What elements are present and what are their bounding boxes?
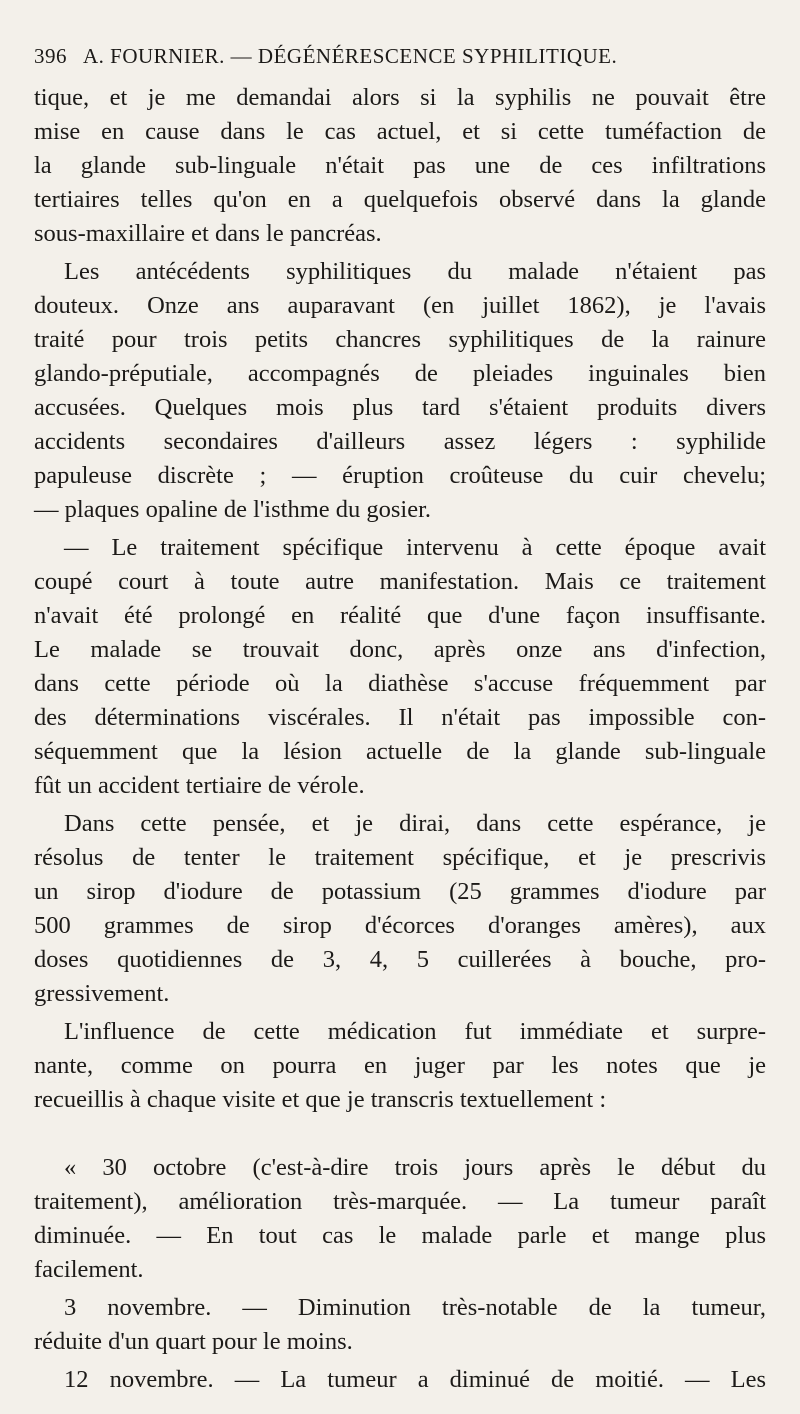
paragraph (34, 1015, 766, 1117)
text-line: 500 grammes de sirop d'écorces d'oranges amères), aux (34, 912, 766, 939)
running-title: A. FOURNIER. — DÉGÉNÉRESCENCE SYPHILITIQUE. (83, 44, 618, 68)
text-line: glando-préputiale, accompagnés de pleiades inguinales bien (34, 360, 766, 387)
text-line: Le malade se trouvait donc, après onze ans d'infection, (34, 636, 766, 663)
paragraph (34, 531, 766, 803)
text-line: 3 novembre. — Diminution très-notable de la tumeur, (64, 1294, 766, 1321)
text-line: accidents secondaires d'ailleurs assez légers : syphilide (34, 428, 766, 455)
body-text (34, 81, 766, 1397)
text-line: recueillis à chaque visite et que je transcris textuellement : (34, 1086, 607, 1113)
paragraph (34, 1363, 766, 1397)
text-line: accusées. Quelques mois plus tard s'étaient produits divers (34, 394, 766, 421)
text-line: fût un accident tertiaire de vérole. (34, 772, 365, 799)
running-header (34, 44, 766, 69)
text-line: papuleuse discrète ; — éruption croûteuse du cuir chevelu; (34, 462, 766, 489)
text-line: mise en cause dans le cas actuel, et si cette tuméfaction de (34, 118, 766, 145)
text-line: traité pour trois petits chancres syphilitiques de la rainure (34, 326, 766, 353)
text-line: facilement. (34, 1256, 144, 1283)
text-line: Dans cette pensée, et je dirai, dans cette espérance, je (64, 810, 766, 837)
text-line: diminuée. — En tout cas le malade parle et mange plus (34, 1222, 766, 1249)
text-line: « 30 octobre (c'est-à-dire trois jours après le début du (64, 1154, 766, 1181)
text-line: doses quotidiennes de 3, 4, 5 cuillerées à bouche, pro- (34, 946, 766, 973)
text-line: réduite d'un quart pour le moins. (34, 1328, 353, 1355)
paragraph (34, 807, 766, 1011)
text-line: tertiaires telles qu'on en a quelquefois observé dans la glande (34, 186, 766, 213)
page-number: 396 (34, 44, 67, 68)
text-line: — plaques opaline de l'isthme du gosier. (34, 496, 432, 523)
text-line: un sirop d'iodure de potassium (25 grammes d'iodure par (34, 878, 766, 905)
text-line: sous-maxillaire et dans le pancréas. (34, 220, 382, 247)
text-line: coupé court à toute autre manifestation. Mais ce traitement (34, 568, 766, 595)
text-line: tique, et je me demandai alors si la syphilis ne pouvait être (34, 84, 766, 111)
paragraph (34, 1151, 766, 1287)
text-line: 12 novembre. — La tumeur a diminué de moitié. — Les (64, 1366, 766, 1393)
text-line: — Le traitement spécifique intervenu à cette époque avait (64, 534, 766, 561)
text-line: résolus de tenter le traitement spécifique, et je prescrivis (34, 844, 766, 871)
text-line: gressivement. (34, 980, 170, 1007)
text-line: L'influence de cette médication fut immédiate et surpre- (64, 1018, 766, 1045)
text-line: traitement), amélioration très-marquée. — La tumeur paraît (34, 1188, 766, 1215)
text-line: des déterminations viscérales. Il n'était pas impossible con- (34, 704, 766, 731)
paragraph (34, 81, 766, 251)
paragraph (34, 1291, 766, 1359)
text-line: n'avait été prolongé en réalité que d'une façon insuffisante. (34, 602, 766, 629)
text-line: Les antécédents syphilitiques du malade n'étaient pas (64, 258, 766, 285)
text-line: nante, comme on pourra en juger par les notes que je (34, 1052, 766, 1079)
text-line: dans cette période où la diathèse s'accuse fréquemment par (34, 670, 766, 697)
text-line: la glande sub-linguale n'était pas une de ces infiltrations (34, 152, 766, 179)
paragraph (34, 255, 766, 527)
text-line: douteux. Onze ans auparavant (en juillet 1862), je l'avais (34, 292, 766, 319)
text-line: séquemment que la lésion actuelle de la glande sub-linguale (34, 738, 766, 765)
